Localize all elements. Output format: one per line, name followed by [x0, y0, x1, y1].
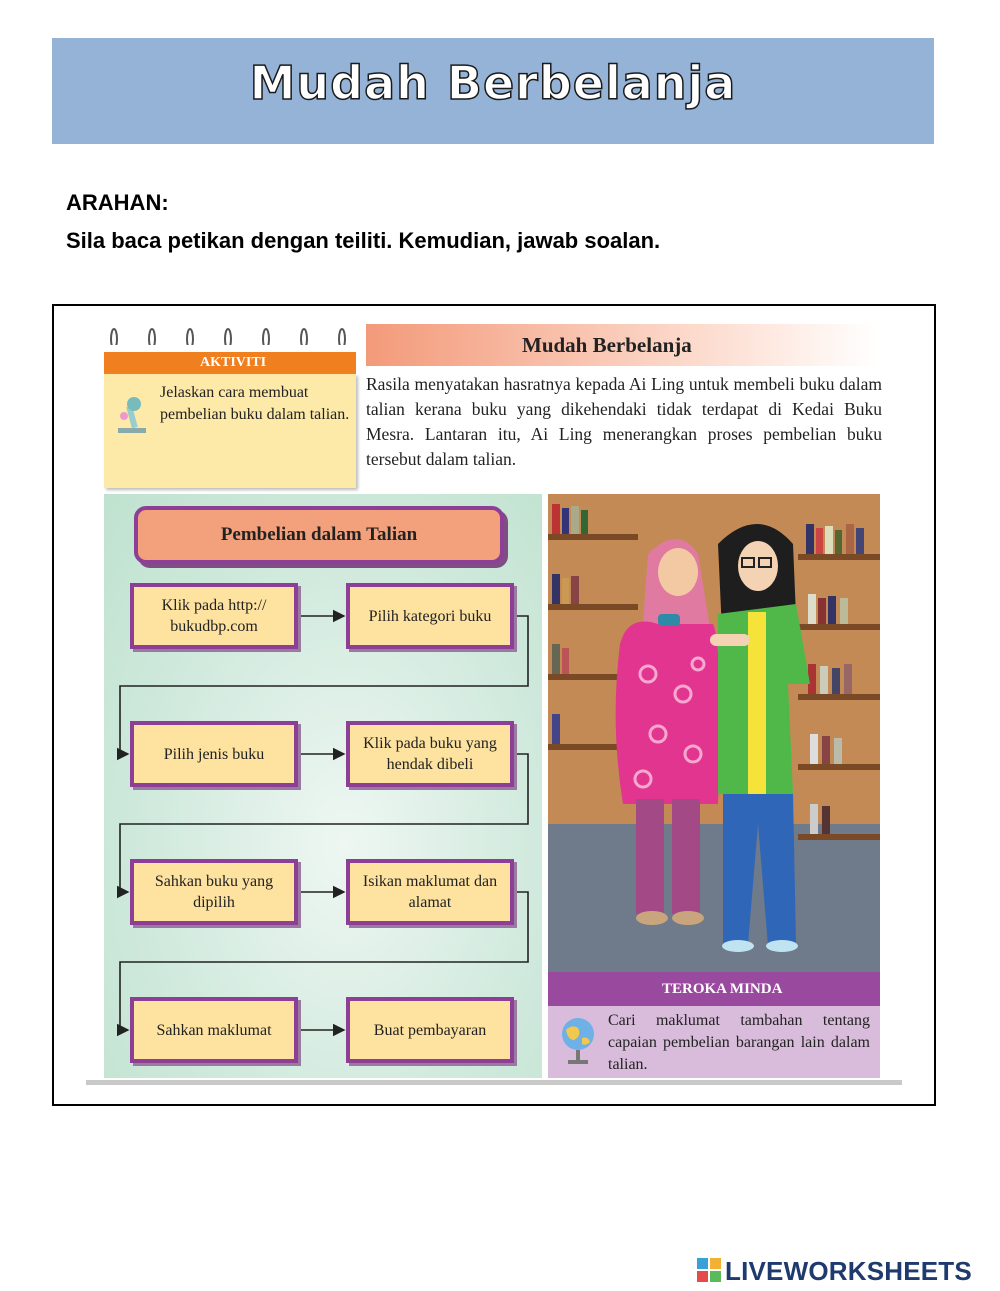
flowchart-title: Pembelian dalam Talian: [220, 524, 418, 545]
spiral-binding-icon: [104, 326, 356, 352]
textbook-excerpt: [52, 304, 936, 1106]
activity-header: [104, 352, 356, 374]
activity-note: [104, 326, 356, 488]
flow-step-4: Klik pada buku yang hendak dibeli: [346, 721, 514, 787]
activity-body: [104, 374, 356, 488]
liveworksheets-wordmark: LIVEWORKSHEETS: [725, 1256, 972, 1286]
liveworksheets-logo: [697, 1256, 997, 1286]
flow-step-5: Sahkan buku yang dipilih: [130, 859, 298, 925]
flow-step-7: Sahkan maklumat: [130, 997, 298, 1063]
section-title: Mudah Berbelanja: [522, 333, 692, 357]
liveworksheets-badge-icon: [697, 1258, 721, 1282]
flow-step-8: Buat pembayaran: [346, 997, 514, 1063]
teroka-header: [548, 972, 880, 1006]
flowchart-title-box: [134, 506, 504, 564]
flow-step-6: Isikan maklumat dan alamat: [346, 859, 514, 925]
teroka-body: [548, 1006, 880, 1078]
microscope-icon: [114, 392, 150, 436]
flow-step-2: Pilih kategori buku: [346, 583, 514, 649]
teroka-text: Cari maklumat tambahan tentang capaian pembelian barangan lain dalam talian.: [608, 1012, 870, 1073]
flow-step-3: Pilih jenis buku: [130, 721, 298, 787]
flowchart-panel: [104, 494, 542, 1078]
reading-passage: Rasila menyatakan hasratnya kepada Ai Ling untuk membeli buku dalam talian kerana buku yang dikehendaki tidak terdapat di Kedai Buku Mesra. Lantaran itu, Ai Ling menerangkan proses pembelian buku tersebut dalam talian.: [366, 374, 882, 469]
flow-step-1: Klik pada http:// bukudbp.com: [130, 583, 298, 649]
teroka-label: TEROKA MINDA: [662, 981, 783, 997]
teroka-minda-box: [548, 972, 880, 1078]
page-title: Mudah Berbelanja: [249, 56, 737, 110]
bottom-divider: [86, 1080, 902, 1085]
title-banner: [52, 38, 934, 144]
activity-label: AKTIVITI: [200, 355, 267, 370]
activity-text: Jelaskan cara membuat pembelian buku dalam talian.: [160, 384, 350, 423]
bookstore-illustration: [548, 494, 880, 972]
globe-icon: [558, 1014, 598, 1068]
section-title-ribbon: [366, 324, 878, 366]
instructions-heading: ARAHAN:: [66, 190, 169, 215]
instructions-text: Sila baca petikan dengan teiliti. Kemudian, jawab soalan.: [66, 228, 661, 253]
